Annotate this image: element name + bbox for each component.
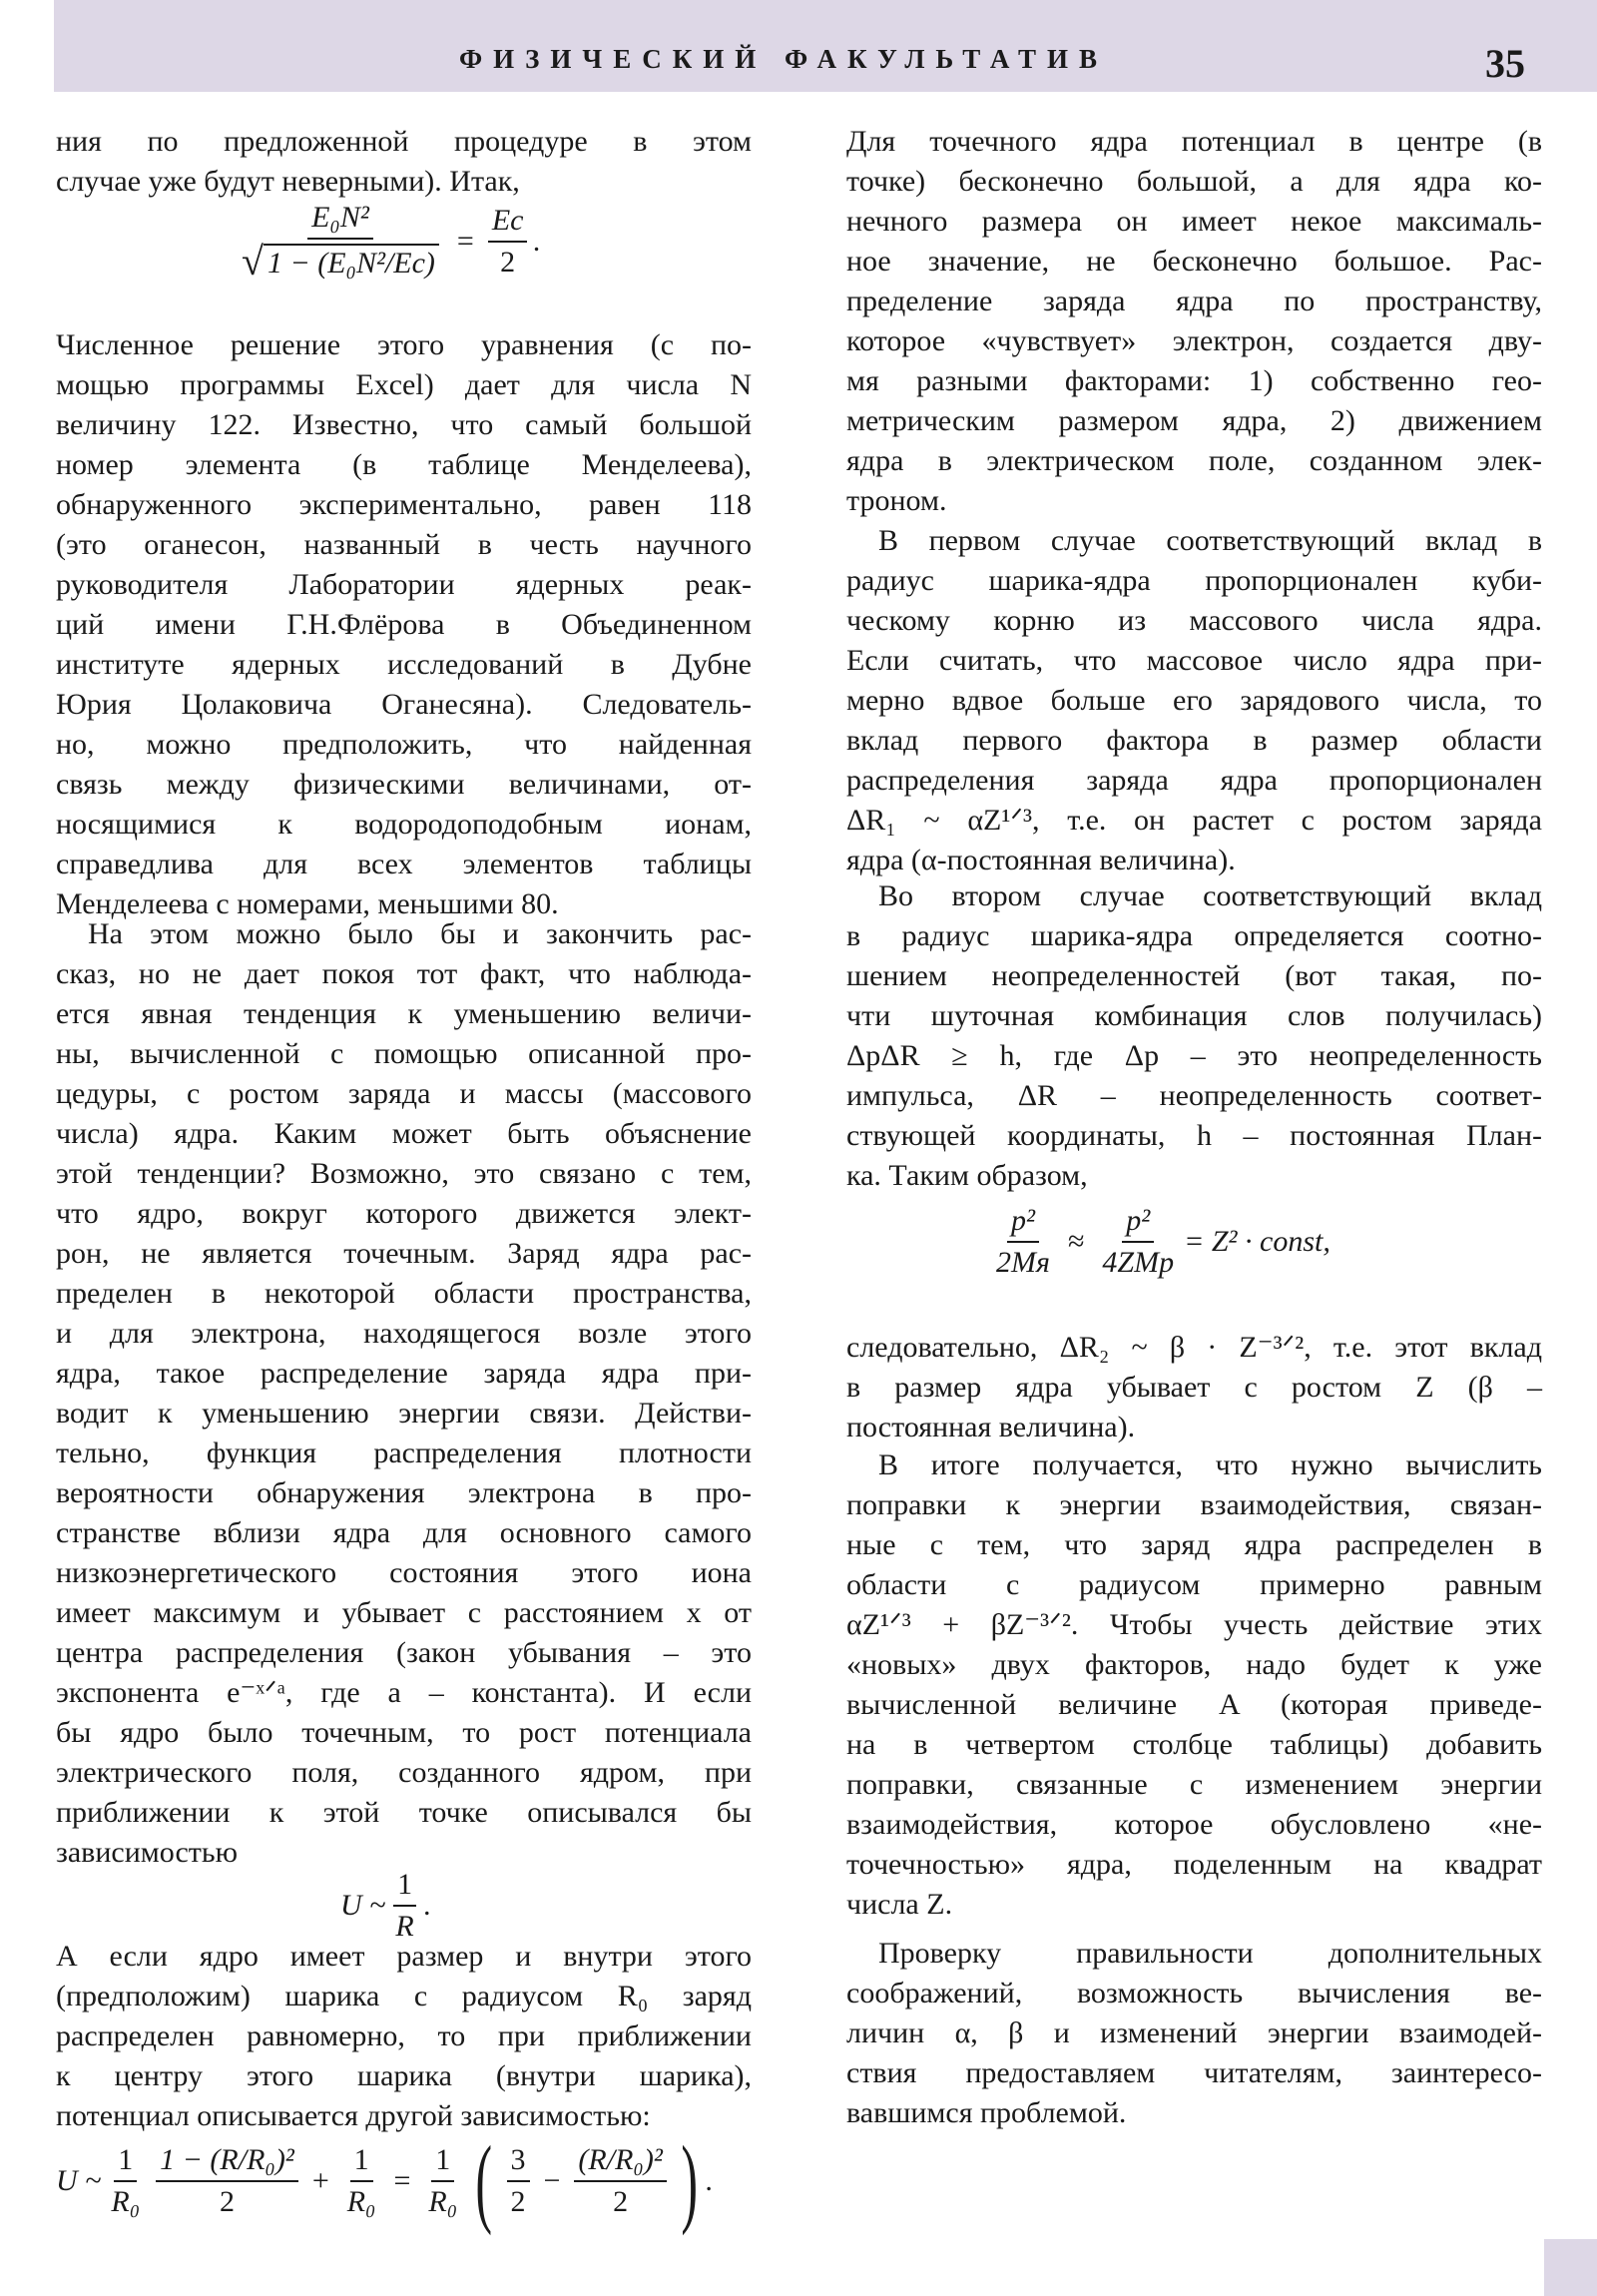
- denominator: 2: [500, 246, 516, 279]
- text-line: вычисленной величине A (которая приведе-: [846, 1688, 1542, 1721]
- text-line: Менделеева с номерами, меньшими 80.: [56, 887, 559, 920]
- text-line: (это оганесон, названный в честь научного: [56, 528, 752, 561]
- text-line: метрическим размером ядра, 2) движением: [846, 404, 1542, 437]
- text-line: точке) бесконечно большой, а для ядра ко-: [846, 165, 1542, 198]
- text-line: в радиус шарика-ядра определяется соотно-: [846, 919, 1542, 952]
- text-line: обнаруженного экспериментально, равен 118: [56, 488, 752, 521]
- left-paren: (: [475, 2125, 493, 2236]
- text-line: области с радиусом примерно равным: [846, 1568, 1542, 1601]
- text-line: числа) ядра. Каким может быть объяснение: [56, 1117, 752, 1150]
- paragraph: [56, 325, 752, 924]
- text-line: экспонента e⁻ˣᐟᵃ, где a – константа). И если: [56, 1676, 752, 1709]
- period: .: [423, 1889, 432, 1922]
- text-line: постоянная величина).: [846, 1411, 1136, 1443]
- text-line: мя разными факторами: 1) собственно гео-: [846, 364, 1542, 397]
- text-line: рон, не является точечным. Заряд ядра рас-: [56, 1237, 752, 1270]
- text-line: носящимися к водородоподобным ионам,: [56, 808, 752, 841]
- right-paren: ): [681, 2125, 698, 2236]
- text-line: точечностью» ядра, поделенным на квадрат: [846, 1848, 1542, 1881]
- denominator: 1 − (E₀N²/Eс): [264, 244, 439, 282]
- text-line: соображений, возможность вычисления ве-: [846, 1977, 1542, 2009]
- paragraph: [56, 1937, 752, 2136]
- text-line: личин α, β и изменений энергии взаимодей-: [846, 2016, 1542, 2049]
- denominator: 2Mя: [996, 1246, 1050, 1279]
- text-line: следовательно, ΔR₂ ~ β · Z⁻³ᐟ², т.е. этот вклад: [846, 1331, 1542, 1364]
- text-line: чти шуточная комбинация слов получилась): [846, 999, 1542, 1032]
- denominator: 2: [219, 2185, 235, 2218]
- minus: −: [543, 2164, 561, 2197]
- text-line: вавшимся проблемой.: [846, 2096, 1127, 2129]
- text-line: мощью программы Excel) дает для числа N: [56, 368, 752, 401]
- text-line: Если считать, что массовое число ядра при-: [846, 644, 1542, 677]
- text-line: потенциал описывается другой зависимостью:: [56, 2099, 651, 2132]
- formula-momentum: [986, 1203, 1331, 1281]
- text-line: ядра (α-постоянная величина).: [846, 844, 1236, 876]
- text-line: ций имени Г.Н.Флёрова в Объединенном: [56, 608, 752, 641]
- text-line: «новых» двух факторов, надо будет к уже: [846, 1648, 1542, 1681]
- rhs: = Z² · const,: [1184, 1225, 1331, 1258]
- denominator: R₀: [428, 2185, 458, 2218]
- text-line: на в четвертом столбце таблицы) добавить: [846, 1728, 1542, 1761]
- paragraph: [846, 122, 1542, 521]
- text-line: ния по предложенной процедуре в этом: [56, 125, 752, 158]
- paragraph: [56, 122, 752, 202]
- denominator: R₀: [111, 2185, 141, 2218]
- text-line: нечного размера он имеет некое максималь-: [846, 205, 1542, 238]
- text-line: к центру этого шарика (внутри шарика),: [56, 2059, 752, 2092]
- text-line: вклад первого фактора в размер области: [846, 724, 1542, 757]
- text-line: Юрия Цолаковича Оганесяна). Следователь-: [56, 688, 752, 721]
- page-number: 35: [1485, 41, 1525, 86]
- equals: =: [456, 225, 474, 258]
- text-line: странстве вблизи ядра для основного самого: [56, 1516, 752, 1549]
- period: .: [533, 225, 541, 258]
- paragraph: [846, 1445, 1542, 1925]
- equals: =: [393, 2164, 411, 2197]
- text-line: ется явная тенденция к уменьшению величи-: [56, 997, 752, 1030]
- text-line: номер элемента (в таблице Менделеева),: [56, 448, 752, 481]
- text-line: ческому корню из массового числа ядра.: [846, 604, 1542, 637]
- lhs: U ~: [56, 2164, 102, 2197]
- text-line: связь между физическими величинами, от-: [56, 768, 752, 801]
- text-line: этой тенденции? Возможно, это связано с тем,: [56, 1157, 752, 1190]
- text-line: приближении к этой точке описывался бы: [56, 1796, 752, 1829]
- text-line: А если ядро имеет размер и внутри этого: [56, 1940, 752, 1973]
- text-line: αZ¹ᐟ³ + βZ⁻³ᐟ². Чтобы учесть действие этих: [846, 1608, 1542, 1641]
- text-line: ядра в электрическом поле, созданном элек-: [846, 444, 1542, 477]
- text-line: шением неопределенностей (вот такая, по-: [846, 959, 1542, 992]
- text-line: которое «чувствует» электрон, создается дву-: [846, 324, 1542, 357]
- text-line: низкоэнергетического состояния этого иона: [56, 1556, 752, 1589]
- lhs: U ~: [340, 1889, 386, 1922]
- numerator: Eс: [488, 203, 528, 243]
- text-line: пределение заряда ядра по пространству,: [846, 285, 1542, 317]
- text-line: пределен в некоторой области пространства,: [56, 1277, 752, 1310]
- text-line: мерно вдвое больше его зарядового числа, то: [846, 684, 1542, 717]
- text-line: радиус шарика-ядра пропорционален куби-: [846, 564, 1542, 597]
- text-line: ядра, такое распределение заряда ядра при-: [56, 1357, 752, 1390]
- numerator: 1: [393, 1867, 416, 1907]
- text-line: взаимодействия, которое обусловлено «не-: [846, 1808, 1542, 1841]
- text-line: импульса, ΔR – неопределенность соответ-: [846, 1079, 1542, 1112]
- denominator: 4ZMp: [1102, 1246, 1175, 1279]
- text-line: бы ядро было точечным, то рост потенциала: [56, 1716, 752, 1749]
- numerator: (R/R₀)²: [574, 2142, 666, 2182]
- paragraph: [846, 521, 1542, 880]
- numerator: 1: [350, 2142, 373, 2182]
- denominator: R₀: [346, 2185, 376, 2218]
- text-line: Проверку правильности дополнительных: [878, 1937, 1542, 1970]
- text-line: справедлива для всех элементов таблицы: [56, 848, 752, 880]
- text-line: ка. Таким образом,: [846, 1159, 1088, 1192]
- text-line: ствия предоставляем читателям, заинтересо-: [846, 2056, 1542, 2089]
- formula-energy-equation: [232, 200, 541, 284]
- numerator: 1: [431, 2142, 454, 2182]
- text-line: троном.: [846, 484, 947, 517]
- text-line: ΔpΔR ≥ h, где Δp – это неопределенность: [846, 1039, 1542, 1072]
- text-line: и для электрона, находящегося возле этого: [56, 1317, 752, 1350]
- text-line: цедуры, с ростом заряда и массы (массового: [56, 1077, 752, 1110]
- numerator: E₀N²: [307, 200, 373, 240]
- text-line: центра распределения (закон убывания – это: [56, 1636, 752, 1669]
- text-line: но, можно предположить, что найденная: [56, 728, 752, 761]
- numerator: p²: [1122, 1203, 1154, 1243]
- text-line: В первом случае соответствующий вклад в: [878, 524, 1542, 557]
- text-line: ΔR₁ ~ αZ¹ᐟ³, т.е. он растет с ростом заряда: [846, 804, 1542, 837]
- text-line: водит к уменьшению энергии связи. Действи-: [56, 1397, 752, 1430]
- text-line: вероятности обнаружения электрона в про-: [56, 1476, 752, 1509]
- text-line: сказ, но не дает покоя тот факт, что наблюда-: [56, 957, 752, 990]
- plus: +: [311, 2164, 329, 2197]
- numerator: p²: [1007, 1203, 1039, 1243]
- text-line: На этом можно было бы и закончить рас-: [88, 917, 752, 950]
- corner-decoration: [1544, 2239, 1597, 2296]
- text-line: институте ядерных исследований в Дубне: [56, 648, 752, 681]
- paragraph: [846, 1328, 1542, 1447]
- text-line: зависимостью: [56, 1836, 239, 1869]
- period: .: [706, 2164, 714, 2197]
- sqrt-sign: √: [242, 239, 264, 284]
- running-title: ФИЗИЧЕСКИЙ ФАКУЛЬТАТИВ: [458, 44, 1109, 74]
- text-line: величину 122. Известно, что самый большой: [56, 408, 752, 441]
- text-line: поправки, связанные с изменением энергии: [846, 1768, 1542, 1801]
- text-line: ны, вычисленной с помощью описанной про-: [56, 1037, 752, 1070]
- paragraph: [846, 876, 1542, 1196]
- denominator: 2: [613, 2185, 629, 2218]
- text-line: электрического поля, созданного ядром, при: [56, 1756, 752, 1789]
- text-line: в размер ядра убывает с ростом Z (β –: [846, 1371, 1542, 1404]
- text-line: Для точечного ядра потенциал в центре (в: [846, 125, 1542, 158]
- text-line: распределения заряда ядра пропорционален: [846, 764, 1542, 797]
- numerator: 1 − (R/R₀)²: [156, 2142, 298, 2182]
- text-line: тельно, функция распределения плотности: [56, 1436, 752, 1469]
- formula-sphere-potential: [56, 2125, 714, 2236]
- text-line: В итоге получается, что нужно вычислить: [878, 1448, 1542, 1481]
- text-line: ные с тем, что заряд ядра распределен в: [846, 1528, 1542, 1561]
- text-line: Численное решение этого уравнения (с по-: [56, 328, 752, 361]
- paragraph: [56, 914, 752, 1873]
- text-line: что ядро, вокруг которого движется элект-: [56, 1197, 752, 1230]
- numerator: 1: [114, 2142, 137, 2182]
- text-line: распределен равномерно, то при приближении: [56, 2019, 752, 2052]
- numerator: 3: [507, 2142, 530, 2182]
- formula-point-potential: [340, 1867, 431, 1945]
- denominator: R: [395, 1910, 414, 1943]
- paragraph: [846, 1934, 1542, 2133]
- text-line: поправки к энергии взаимодействия, связан-: [846, 1488, 1542, 1521]
- denominator: 2: [510, 2185, 526, 2218]
- approx: ≈: [1067, 1225, 1085, 1258]
- text-line: случае уже будут неверными). Итак,: [56, 165, 520, 198]
- text-line: имеет максимум и убывает с расстоянием x от: [56, 1596, 752, 1629]
- text-line: ное значение, не бесконечно большое. Рас-: [846, 245, 1542, 278]
- text-line: Во втором случае соответствующий вклад: [878, 879, 1542, 912]
- text-line: числа Z.: [846, 1888, 953, 1921]
- text-line: (предположим) шарика с радиусом R₀ заряд: [56, 1980, 752, 2012]
- text-line: руководителя Лаборатории ядерных реак-: [56, 568, 752, 601]
- text-line: ствующей координаты, h – постоянная План-: [846, 1119, 1542, 1152]
